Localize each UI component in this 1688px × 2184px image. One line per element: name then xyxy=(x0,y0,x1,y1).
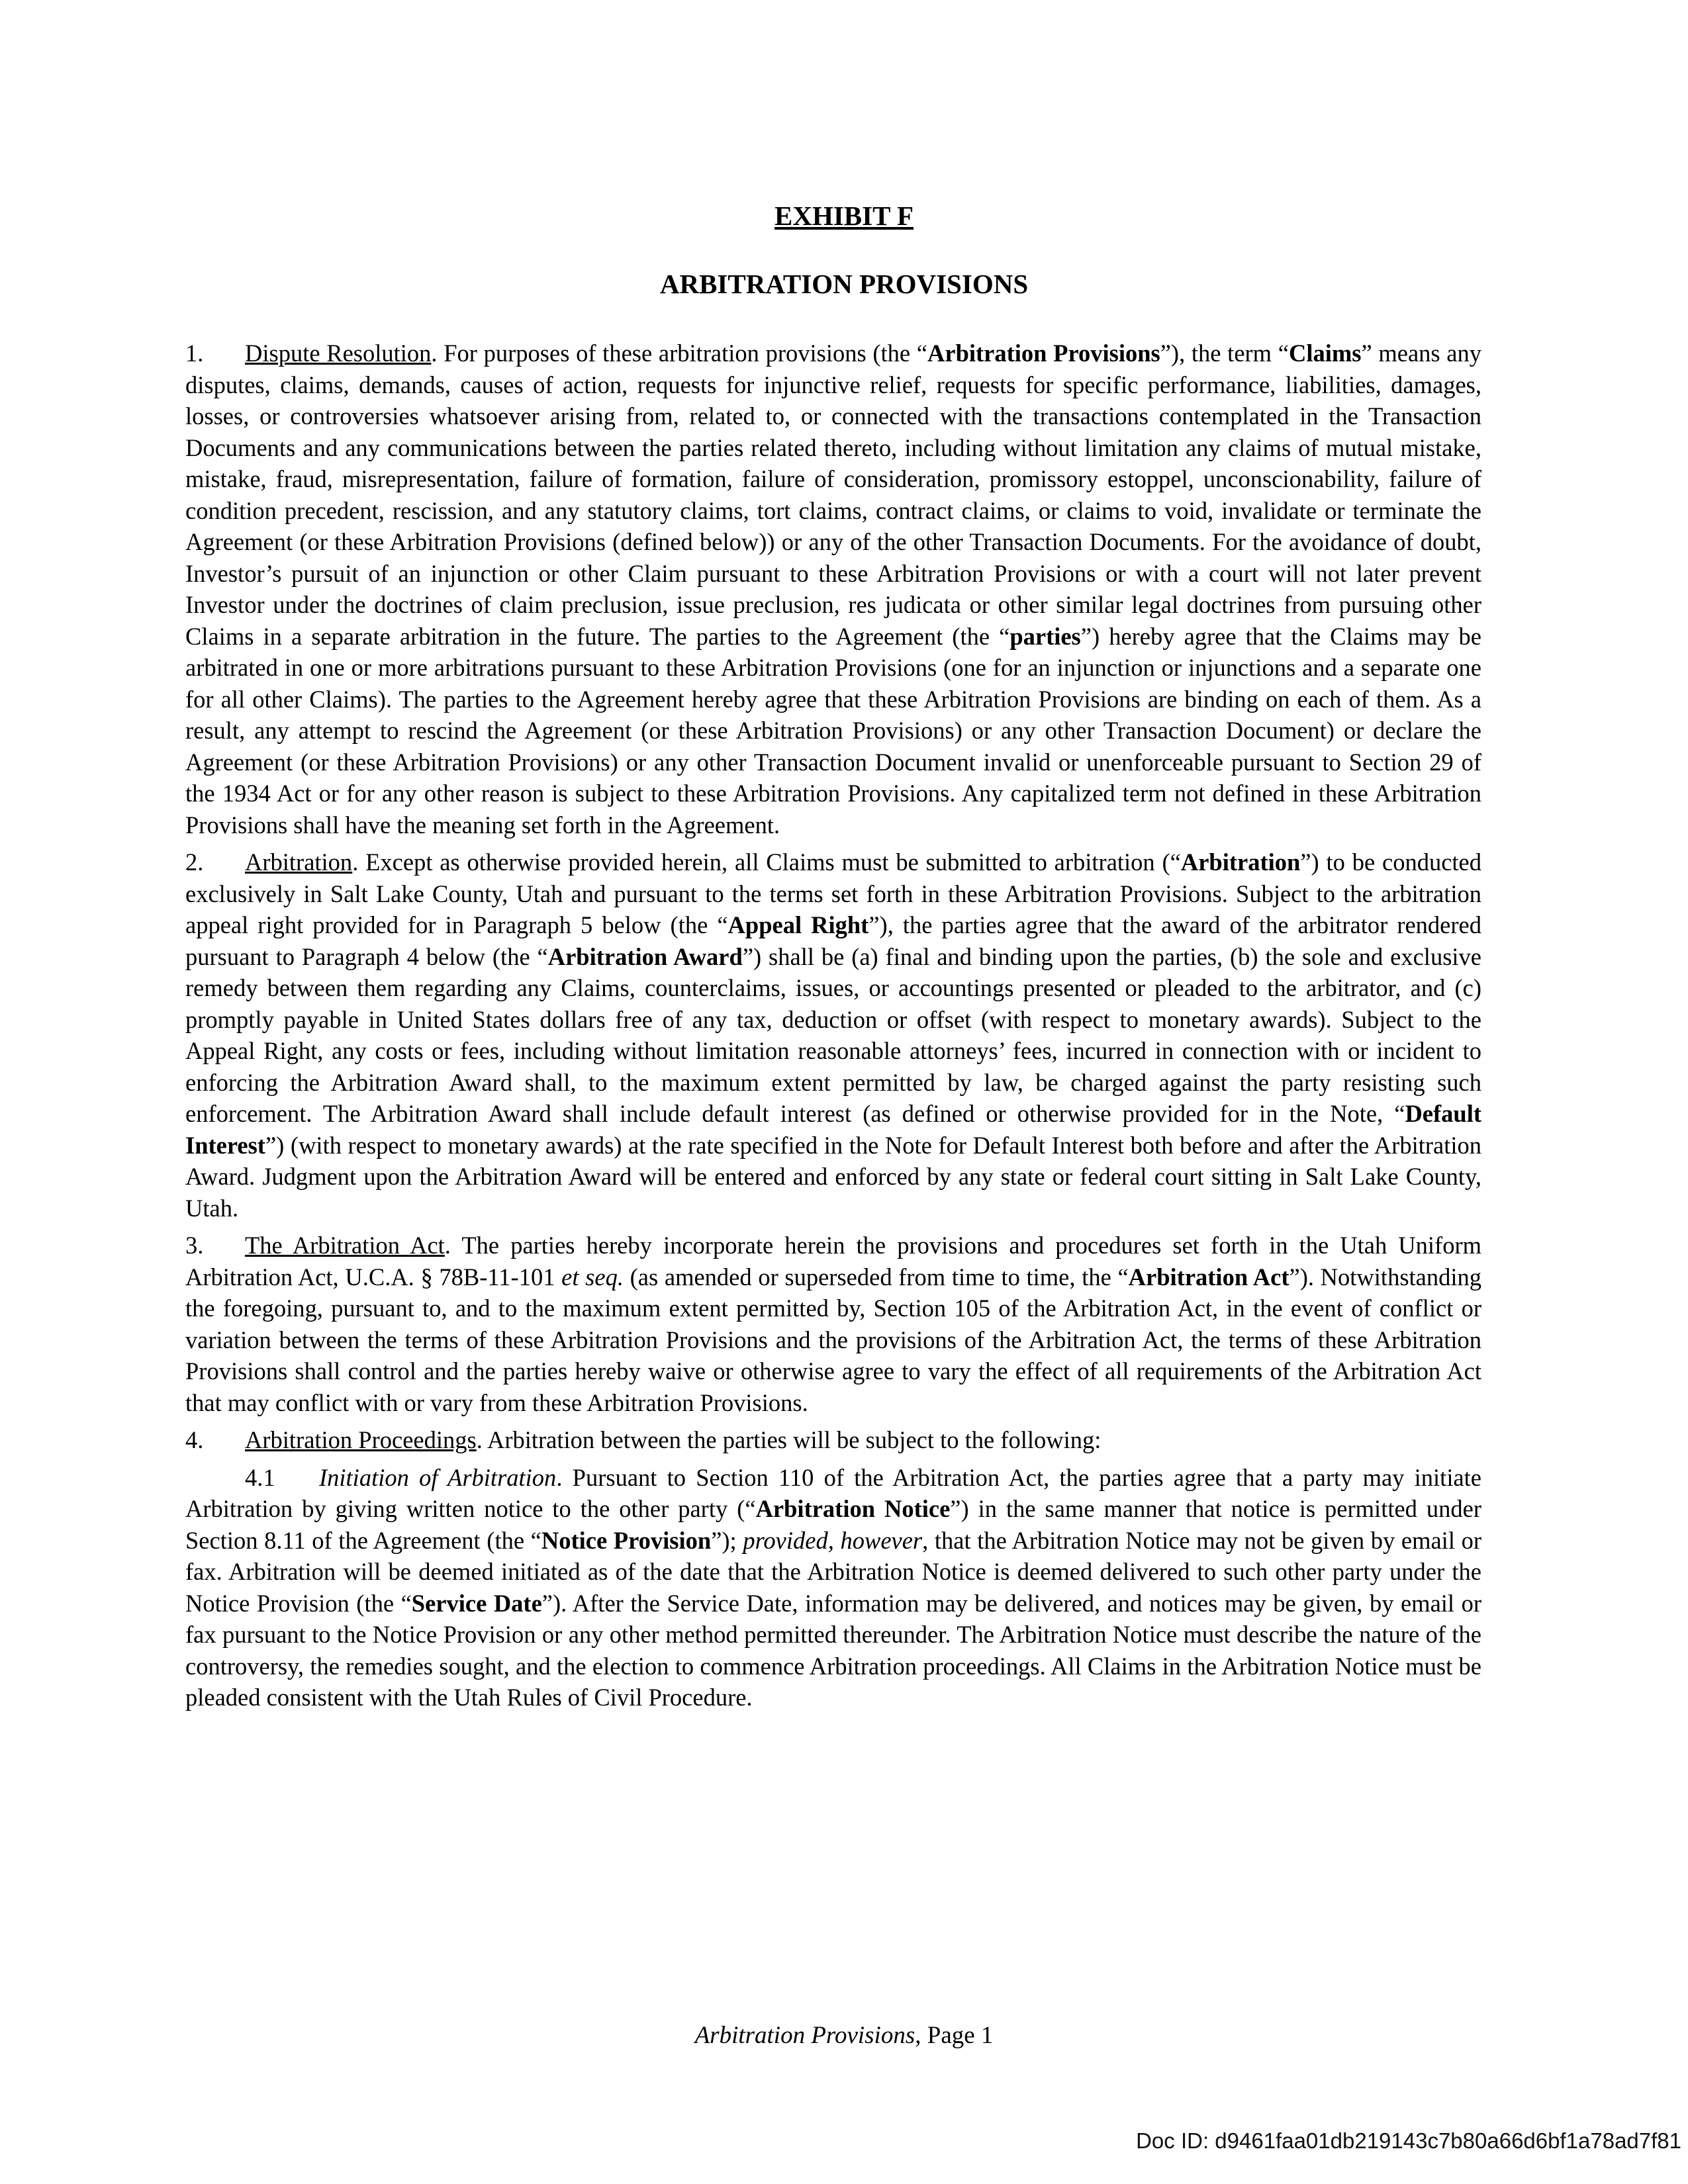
section-4-arbitration-proceedings xyxy=(185,1424,1481,1456)
document-body xyxy=(185,338,1481,1719)
section-text: ”) shall be (a) final and binding upon the parties, (b) the sole and exclusive remedy between them regarding any Claims, counterclaims, issues, or accountings presented or pleaded to the arbitrator, and (c) promptly payable in United States dollars free of any tax, deduction or offset (with respect to monetary awards). Subject to the Appeal Right, any costs or fees, including without limitation reasonable attorneys’ fees, incurred in connection with or incident to enforcing the Arbitration Award shall, to the maximum extent permitted by law, be charged against the party resisting such enforcement. The Arbitration Award shall include default interest (as defined or otherwise provided for in the Note, “ xyxy=(185,942,1481,1127)
section-text: ” means any disputes, claims, demands, causes of action, requests for injunctive relief, requests for specific performance, liabilities, damages, losses, or controversies whatsoever arising from, related to, or connected with the transactions contemplated in the Transaction Documents and any communications between the parties related thereto, including without limitation any claims of mutual mistake, mistake, fraud, misrepresentation, failure of formation, failure of consideration, promissory estoppel, unconscionability, failure of condition precedent, rescission, and any statutory claims, tort claims, contract claims, or claims to void, invalidate or terminate the Agreement (or these Arbitration Provisions (defined below)) or any of the other Transaction Documents. For the avoidance of doubt, Investor’s pursuit of an injunction or other Claim pursuant to these Arbitration Provisions or with a court will not later prevent Investor under the doctrines of claim preclusion, issue preclusion, res judicata or other similar legal doctrines from pursuing other Claims in a separate arbitration in the future. The parties to the Agreement (the “ xyxy=(185,340,1481,650)
section-number: 2. xyxy=(185,848,204,876)
defined-term: Arbitration Award xyxy=(547,942,743,970)
section-heading: The Arbitration Act xyxy=(245,1232,445,1259)
section-number: 1. xyxy=(185,340,204,367)
section-number: 3. xyxy=(185,1232,204,1259)
section-text: . Arbitration between the parties will be subject to the following: xyxy=(476,1426,1102,1453)
section-heading: Arbitration Proceedings xyxy=(245,1426,477,1453)
section-text: . Pursuant to Section 110 of the Arbitration Act, the parties agree that a party may initiate Arbitration by giving written notice to the other party (“ xyxy=(185,1463,1482,1522)
defined-term: Claims xyxy=(1288,340,1362,367)
page-footer xyxy=(0,2021,1688,2050)
section-text: ”), the parties agree that the award of the arbitrator rendered pursuant to Paragraph 4 below (the “ xyxy=(185,911,1481,970)
section-text: ”) hereby agree that the Claims may be arbitrated in one or more arbitrations pursuant to these Arbitration Provisions (one for an injunction or injunctions and a separate one for all other Claims). The parties to the Agreement hereby agree that these Arbitration Provisions are binding on each of them. As a result, any attempt to rescind the Agreement (or these Arbitration Provisions) or any other Transaction Document) or declare the Agreement (or these Arbitration Provisions) or any other Transaction Document invalid or unenforceable pursuant to Section 29 of the 1934 Act or for any other reason is subject to these Arbitration Provisions. Any capitalized term not defined in these Arbitration Provisions shall have the meaning set forth in the Agreement. xyxy=(185,622,1481,839)
section-3-arbitration-act xyxy=(185,1230,1481,1418)
defined-term: Arbitration Notice xyxy=(755,1495,951,1522)
section-1-dispute-resolution xyxy=(185,338,1481,841)
italic-text: provided, however xyxy=(743,1526,923,1554)
section-text: ”); xyxy=(711,1526,743,1554)
section-text: . Except as otherwise provided herein, all Claims must be submitted to arbitration (“ xyxy=(352,848,1181,876)
section-text: ”). Notwithstanding the foregoing, pursuant to, and to the maximum extent permitted by, Section 105 of the Arbitration Act, in the event of conflict or variation between the terms of these Arbitration Provisions and the provisions of the Arbitration Act, the terms of these Arbitration Provisions shall control and the parties hereby waive or otherwise agree to vary the effect of all requirements of the Arbitration Act that may conflict with or vary from these Arbitration Provisions. xyxy=(185,1263,1482,1416)
section-heading: Initiation of Arbitration xyxy=(319,1463,557,1491)
section-2-arbitration xyxy=(185,846,1481,1224)
document-title: ARBITRATION PROVISIONS xyxy=(659,269,1029,299)
defined-term: Default Interest xyxy=(185,1100,1481,1159)
defined-term: Arbitration xyxy=(1180,848,1301,876)
section-heading: Arbitration xyxy=(245,848,353,876)
defined-term: Arbitration Act xyxy=(1128,1263,1289,1291)
section-text: ”) in the same manner that notice is permitted under Section 8.11 of the Agreement (the “ xyxy=(185,1495,1482,1554)
footer-label: Arbitration Provisions xyxy=(694,2022,915,2049)
section-number: 4.1 xyxy=(245,1463,275,1491)
exhibit-heading: EXHIBIT F xyxy=(774,201,914,231)
defined-term: Service Date xyxy=(411,1589,542,1617)
section-text: (as amended or superseded from time to time, the “ xyxy=(623,1263,1129,1291)
section-text: . The parties hereby incorporate herein the provisions and procedures set forth in the Utah Uniform Arbitration Act, U.C.A. § 78B-11-101 xyxy=(185,1232,1481,1291)
section-text: ”) to be conducted exclusively in Salt Lake County, Utah and pursuant to the terms set forth in these Arbitration Provisions. Subject to the arbitration appeal right provided for in Paragraph 5 below (the “ xyxy=(185,848,1481,938)
defined-term: Notice Provision xyxy=(541,1526,712,1554)
defined-term: Appeal Right xyxy=(727,911,869,938)
defined-term: Arbitration Provisions xyxy=(927,340,1160,367)
section-text: ”), the term “ xyxy=(1160,340,1289,367)
doc-id: Doc ID: d9461faa01db219143c7b80a66d6bf1a78ad7f81 xyxy=(1136,2128,1681,2153)
section-number: 4. xyxy=(185,1426,204,1453)
section-text: . For purposes of these arbitration provisions (the “ xyxy=(431,340,928,367)
italic-text: et seq. xyxy=(561,1263,624,1291)
defined-term: parties xyxy=(1009,622,1081,650)
section-4-1-initiation xyxy=(185,1462,1481,1713)
section-heading: Dispute Resolution xyxy=(245,340,432,367)
page-number: , Page 1 xyxy=(915,2022,994,2049)
section-text: ”) (with respect to monetary awards) at the rate specified in the Note for Default Interest both before and after the Arbitration Award. Judgment upon the Arbitration Award will be entered and enforced by any state or federal court sitting in Salt Lake County, Utah. xyxy=(185,1131,1481,1222)
section-text: ”). After the Service Date, information may be delivered, and notices may be given, by email or fax pursuant to the Notice Provision or any other method permitted thereunder. The Arbitration Notice must describe the nature of the controversy, the remedies sought, and the election to commence Arbitration proceedings. All Claims in the Arbitration Notice must be pleaded consistent with the Utah Rules of Civil Procedure. xyxy=(185,1589,1481,1711)
section-text: , that the Arbitration Notice may not be given by email or fax. Arbitration will be deemed initiated as of the date that the Arbitration Notice is deemed delivered to such other party under the Notice Provision (the “ xyxy=(185,1526,1481,1617)
